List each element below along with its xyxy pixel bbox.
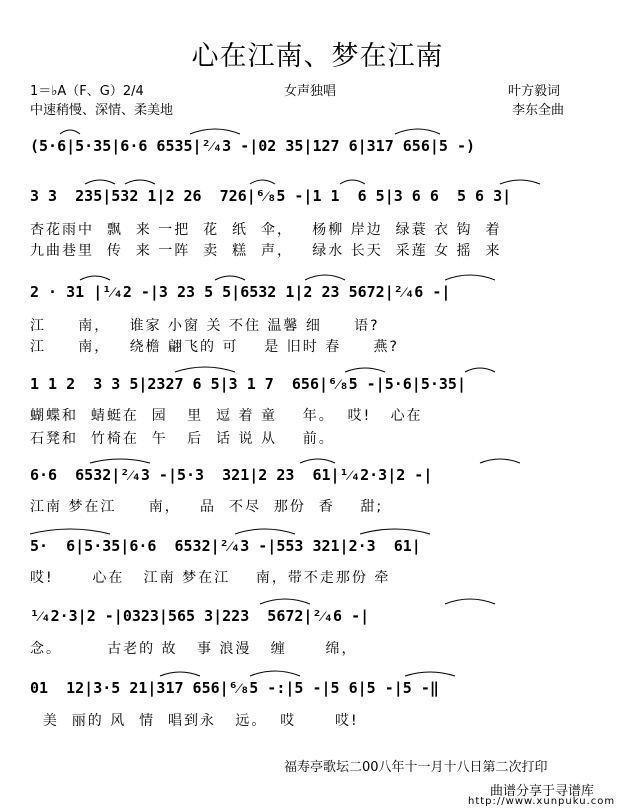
performance-type: 女声独唱 [284, 84, 337, 99]
score-line-4-lyric-2: 石凳和 竹椅在 午 后 话 说 从 前。 [30, 431, 335, 447]
score-line-3-lyric-2: 江 南， 绕檐 翩飞的 可 是 旧时 春 燕? [30, 339, 399, 355]
score-line-5-lyric-1: 江南 梦在江 南， 品 不尽 那份 香 甜; [30, 499, 384, 515]
score-line-7-notes: ¹⁄₄2·3|2 -|0323|565 3|223 5672|²⁄₄6 -| [30, 607, 370, 625]
lyricist-credit: 叶方毅词 [508, 84, 561, 99]
score-line-8-notes: 01 12|3·5 21|317 656|⁶⁄₈5 -:|5 -|5 6|5 -|5 -‖ [30, 679, 439, 697]
score-line-1-notes: (5·6|5·35|6·6 6535|²⁄₄3 -|02 35|127 6|317 656|5 -) [30, 137, 476, 155]
key-signature: 1＝♭A（F、G）2/4 [30, 84, 144, 99]
score-line-3-lyric-1: 江 南， 谁家 小窗 关 不住 温馨 细 语? [30, 318, 380, 334]
source-credit: 曲谱分享于寻谱库 [490, 784, 595, 799]
score-line-2-notes: 3 3 235|532 1|2 26 726|⁶⁄₈5 -|1 1 6 5|3 6 6 5 6 3| [30, 187, 512, 205]
score-line-6-notes: 5· 6|5·35|6·6 6532|²⁄₄3 -|553 321|2·3 61| [30, 537, 421, 555]
score-line-4-lyric-1: 蝴蝶和 蜻蜓在 园 里 逗 着 童 年。 哎! 心在 [30, 408, 423, 424]
score-line-5-notes: 6·6 6532|²⁄₄3 -|5·3 321|2 23 61|¹⁄₄2·3|2 -| [30, 466, 433, 484]
score-line-2-lyric-1: 杏花雨中 飘 来 一把 花 纸 伞， 杨柳 岸边 绿蓑 衣 钩 着 [30, 222, 502, 238]
score-line-3-notes: 2 · 31 |¹⁄₄2 -|3 23 5 5|6532 1|2 23 5672|²⁄₄6 -| [30, 283, 451, 301]
score-line-4-notes: 1 1 2 3 3 5|2327 6 5|3 1 7 656|⁶⁄₈5 -|5·6|5·35| [30, 375, 466, 393]
source-website: http://www.xunpuku.com [468, 796, 616, 807]
score-line-7-lyric-1: 念。 古老的 故 事 浪漫 缠 绵， [30, 641, 358, 657]
score-line-8-lyric-1: 美 丽的 风 情 唱到永 远。 哎 哎! [30, 713, 359, 729]
song-title: 心在江南、梦在江南 [191, 41, 444, 72]
score-line-2-lyric-2: 九曲巷里 传 来 一阵 卖 糕 声， 绿水 长天 采莲 女 摇 来 [30, 243, 502, 259]
composer-credit: 李东全曲 [512, 103, 565, 118]
print-note: 福寿亭歌坛二00八年十一月十八日第二次打印 [284, 760, 548, 775]
tempo-marking: 中速稍慢、深情、柔美地 [30, 103, 174, 118]
score-line-6-lyric-1: 哎! 心在 江南 梦在江 南，带不走那份 牵 [30, 570, 391, 586]
